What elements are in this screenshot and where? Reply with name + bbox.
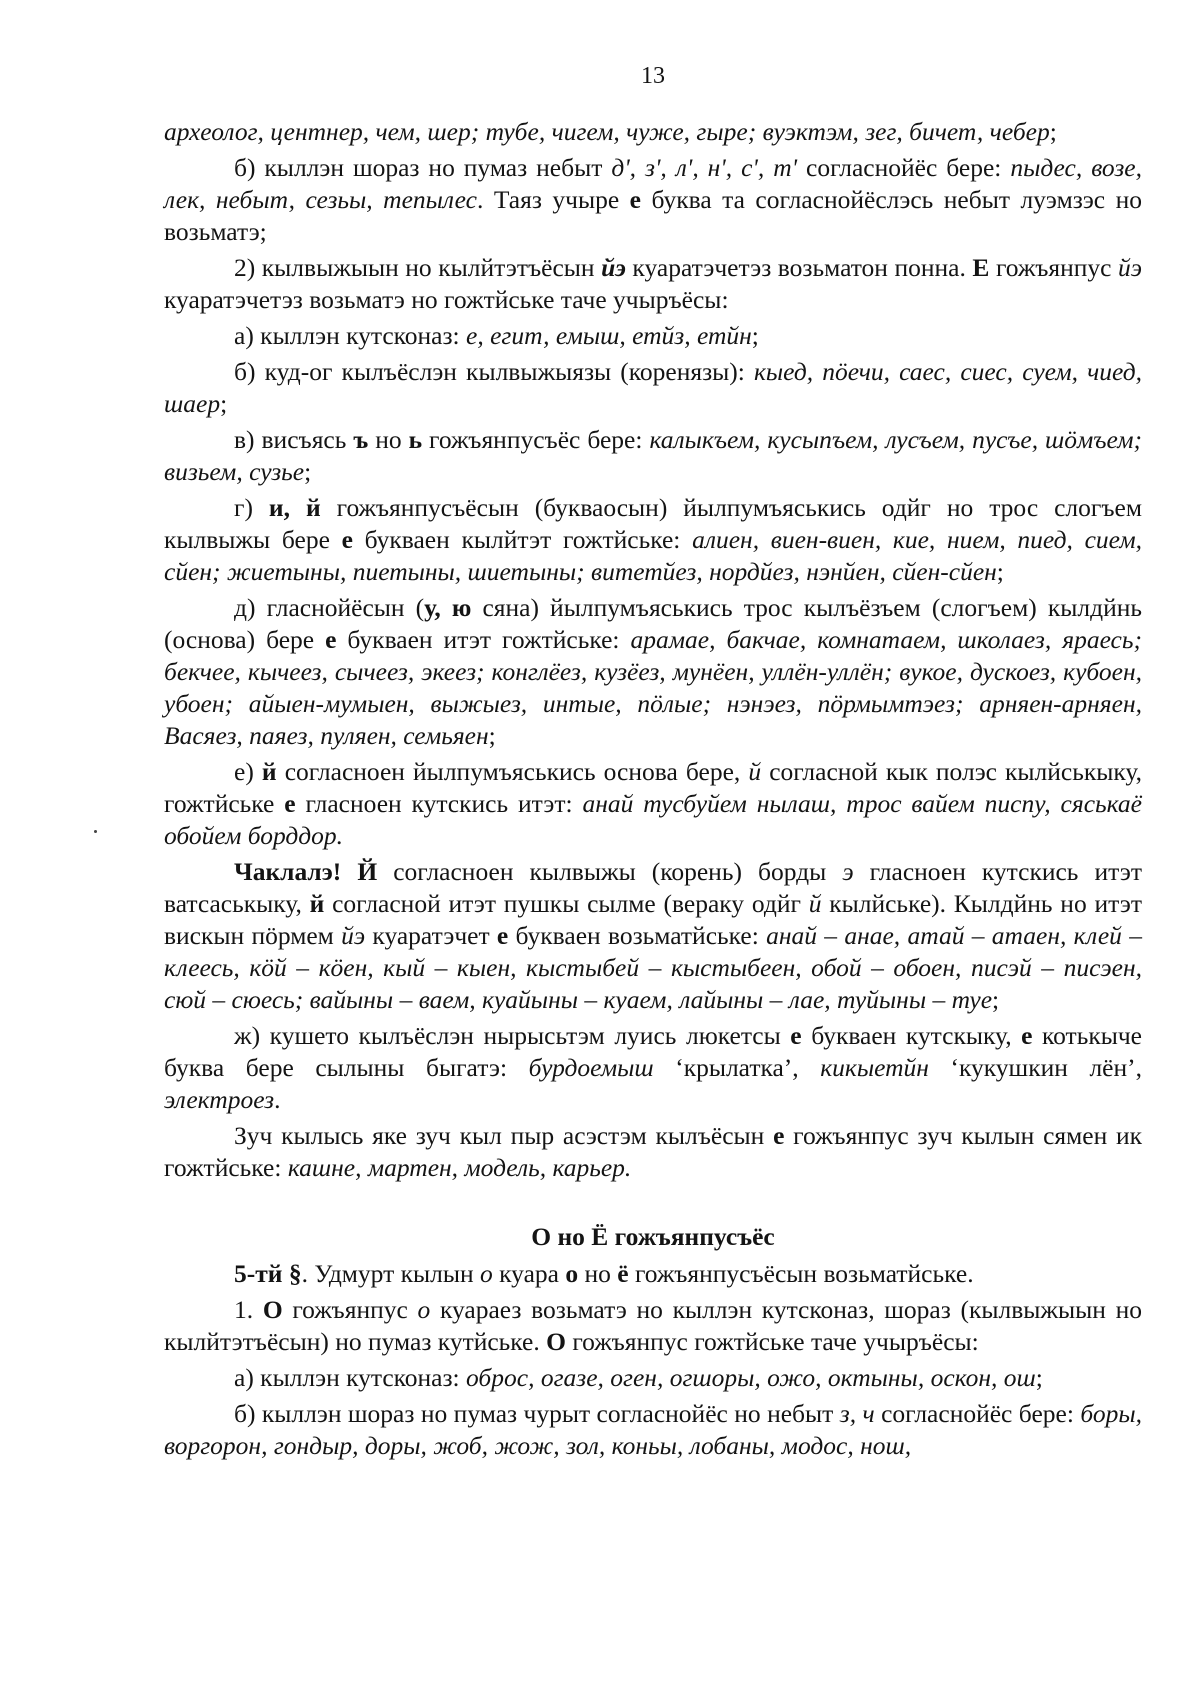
text-run: б) куд-ог кылъёслэн кылвыжыязы (коренязы): <box>234 357 754 386</box>
text-run: ; <box>1049 117 1057 146</box>
page-number: 13 <box>641 63 665 89</box>
text-run: гожъянпусъёсын (букваосын) йылпумъяськись одйг но трос слогъем кылвыжы бере <box>164 493 1142 554</box>
text-run: гожъянпус <box>282 1295 418 1324</box>
paragraph-p10 <box>164 1020 1142 1116</box>
text-run: куараез возьматэ но кыллэн кутсконаз, шораз (кылвыжыын но кылйтэтъёсын) но пумаз кутйське. <box>164 1295 1143 1356</box>
text-run: б) кыллэн шораз но пумаз небыт <box>234 153 612 182</box>
text-run: е) <box>234 757 262 786</box>
text-run: е <box>341 525 353 554</box>
text-run: йэ <box>341 921 366 950</box>
text-run: кашне, мартен, модель, карьер. <box>287 1153 632 1182</box>
text-run: й <box>261 757 277 786</box>
text-run: д', з', л', н', с', т' <box>611 153 798 182</box>
text-run: й <box>309 889 325 918</box>
text-run: гласноен кутскись итэт: <box>295 789 583 818</box>
body-text-continued <box>164 1258 1142 1462</box>
text-run: согласнойёс бере: <box>797 153 1011 182</box>
text-run: согласноен йылпумъяськись основа бере, <box>276 757 749 786</box>
text-run: е <box>1021 1021 1033 1050</box>
paragraph-p11 <box>164 1120 1142 1184</box>
text-run: в) висъясь <box>234 425 354 454</box>
text-run: б) кыллэн шораз но пумаз чурыт согласнойёс но небыт <box>234 1399 840 1428</box>
text-run: согласноен кылвыжы (корень) борды <box>377 857 843 886</box>
text-run: археолог, центнер, чем, шер; тубе, чигем, чуже, гыре; вуэктэм, зег, бичет, чебер <box>164 117 1050 146</box>
text-run: и, й <box>268 493 321 522</box>
paragraph-p4 <box>164 356 1142 420</box>
text-run: куаратэчетэз возьматон понна. <box>625 253 973 282</box>
text-run: анай – анае, атай – атаен, клей – клеесь, кöй – кöен, кый – кыен, кыстыбей – кыстыбеен, обой – обоен, писэй – писэен, сюй – сюесь; вайыны – ваем, куайыны – куаем, лайыны – лае, туйыны – туе <box>164 921 1142 1014</box>
paragraph-p15 <box>164 1398 1142 1462</box>
text-run: е <box>496 921 509 950</box>
paragraph-p13 <box>164 1294 1142 1358</box>
text-run: е <box>629 185 641 214</box>
text-run: Чаклалэ! Й <box>234 857 378 886</box>
text-run: ‘кукушкин лён’, <box>928 1053 1143 1082</box>
text-run: е <box>773 1121 785 1150</box>
text-run: йэ <box>1118 253 1143 282</box>
text-run: букваен кутскыку, <box>801 1021 1022 1050</box>
paragraph-p3 <box>164 320 1142 352</box>
text-run: ; <box>996 557 1004 586</box>
text-run: согласной итэт пушкы сылме (вераку одйг <box>324 889 809 918</box>
text-run: 5-тй § <box>234 1259 302 1288</box>
text-run: 2) кылвыжыын но кылйтэтъёсын <box>234 253 602 282</box>
text-run: ‘крылатка’, <box>653 1053 821 1082</box>
text-run: оброс, огазе, оген, огшоры, ожо, октыны, оскон, ош <box>466 1363 1036 1392</box>
paragraph-p0 <box>164 116 1142 148</box>
text-run: букваен кылйтэт гожтйське: <box>352 525 693 554</box>
text-run: букваен возьматйське: <box>508 921 767 950</box>
paragraph-p5 <box>164 424 1142 488</box>
paragraph-p14 <box>164 1362 1142 1394</box>
text-run: но <box>368 425 409 454</box>
text-run: О <box>546 1327 566 1356</box>
text-run: е, егит, емыш, етйз, етйн <box>466 321 752 350</box>
text-run: бурдоемыш <box>528 1053 654 1082</box>
paragraph-p6 <box>164 492 1142 588</box>
text-run: алиен, виен-виен, кие, нием, пиед, сием, сйен; жиетыны, пиетыны, шиетыны; витетйез, нордйез, нэнйен, сйен-сйен <box>164 525 1142 586</box>
text-run: калыкъем, кусыпъем, лусъем, пусъе, шöмъем; визьем, сузье <box>164 425 1142 486</box>
section-heading: О но Ё гожъянпусъёс <box>531 1222 775 1251</box>
text-run: согласной кык полэс кылйськыку, гожтйське <box>164 757 1142 818</box>
text-run: д) гласнойёсын ( <box>234 593 425 622</box>
text-run: ; <box>751 321 759 350</box>
paragraph-p2 <box>164 252 1142 316</box>
text-run: ; <box>220 389 228 418</box>
margin-speck <box>94 830 97 833</box>
text-run: ё <box>617 1259 629 1288</box>
body-text <box>164 116 1142 1184</box>
text-run: но <box>578 1259 618 1288</box>
text-run: Зуч кылысь яке зуч кыл пыр асэстэм кылъёсын <box>234 1121 774 1150</box>
text-run: анай тусбуйем нылаш, трос вайем писпу, сяськаё обойем борддор. <box>164 789 1142 850</box>
text-run: букваен итэт гожтйське: <box>336 625 631 654</box>
text-run: й <box>808 889 822 918</box>
text-run: куара <box>492 1259 566 1288</box>
text-run: гласноен кутскись итэт ватсаськыку, <box>164 857 1143 918</box>
text-run: буква та согласнойёслэсь небыт луэмзэс но возьматэ; <box>164 185 1143 246</box>
text-run: ; <box>1035 1363 1043 1392</box>
text-run: гожъянпус <box>989 253 1119 282</box>
paragraph-p9 <box>164 856 1142 1016</box>
text-run: ж) кушето кылъёслэн нырысьтэм луись люкетсы <box>234 1021 791 1050</box>
text-run: г) <box>234 493 269 522</box>
text-run: е <box>790 1021 802 1050</box>
text-run: й <box>748 757 762 786</box>
text-run: пыдес, возе, лек, небыт, сезьы, тепылес <box>164 153 1142 214</box>
text-run: е <box>325 625 337 654</box>
text-run: е <box>284 789 296 818</box>
section-spacer <box>164 1188 1142 1222</box>
text-run: куаратэчет <box>365 921 497 950</box>
text-run: 1. <box>234 1295 263 1324</box>
text-run: о <box>565 1259 579 1288</box>
text-run: кылйське). Кылдйнь но итэт вискын пöрмем <box>164 889 1142 950</box>
text-run: з, ч <box>839 1399 875 1428</box>
text-run: гожъянпус зуч кылын сямен ик гожтйське: <box>164 1121 1143 1182</box>
text-run: . Таяз учыре <box>476 185 630 214</box>
text-run: а) кыллэн кутсконаз: <box>234 1363 467 1392</box>
text-run: кыед, пöечи, саес, сиес, суем, чиед, шаер <box>164 357 1142 418</box>
text-run: у, ю <box>424 593 472 622</box>
paragraph-p1 <box>164 152 1142 248</box>
text-run: гожъянпусъёсын возьматйське. <box>628 1259 974 1288</box>
text-run: кикыетйн <box>820 1053 929 1082</box>
text-run: ; <box>992 985 1000 1014</box>
text-run: гожъянпус гожтйське таче учыръёсы: <box>565 1327 979 1356</box>
text-run: ъ <box>353 425 369 454</box>
text-run: согласнойёс бере: <box>874 1399 1081 1428</box>
text-run: котькыче буква бере сылыны быгатэ: <box>164 1021 1142 1082</box>
text-run: О <box>262 1295 283 1324</box>
text-run: ь <box>408 425 423 454</box>
text-run: ; <box>488 721 496 750</box>
text-run: гожъянпусъёс бере: <box>422 425 650 454</box>
paragraph-p12 <box>164 1258 1142 1290</box>
text-run: арамае, бакчае, комнатаем, школаез, яраесь; бекчее, кычеез, сычеез, экеез; конглёез, кузёез, мунёен, уллён-уллён; вукое, дускоез, кубоен, убоен; айыен-мумыен, выжыез, интые, пöлые; нэнэез, пöрмымтэез; арняен-арняен, Васяез, паяез, пуляен, семьяен <box>164 625 1142 750</box>
text-run: боры, воргорон, гондыр, доры, жоб, жож, зол, коньы, лобаны, модос, нош, <box>164 1399 1142 1460</box>
text-run: . <box>274 1085 281 1114</box>
document-page <box>164 62 1142 1466</box>
text-run: а) кыллэн кутсконаз: <box>234 321 467 350</box>
text-run: о <box>480 1259 493 1288</box>
text-run: электроез <box>164 1085 275 1114</box>
paragraph-p7 <box>164 592 1142 752</box>
text-run: о <box>417 1295 431 1324</box>
text-run: сяна) йылпумъяськись трос кылъёзъем (слогъем) кылдйнь (основа) бере <box>164 593 1142 654</box>
text-run: йэ <box>601 253 626 282</box>
text-run: куаратэчетэз возьматэ но гожтйське таче учыръёсы: <box>164 285 729 314</box>
text-run: ; <box>304 457 312 486</box>
paragraph-p8 <box>164 756 1142 852</box>
text-run: э <box>842 857 854 886</box>
text-run: . Удмурт кылын <box>301 1259 481 1288</box>
text-run: Е <box>972 253 990 282</box>
